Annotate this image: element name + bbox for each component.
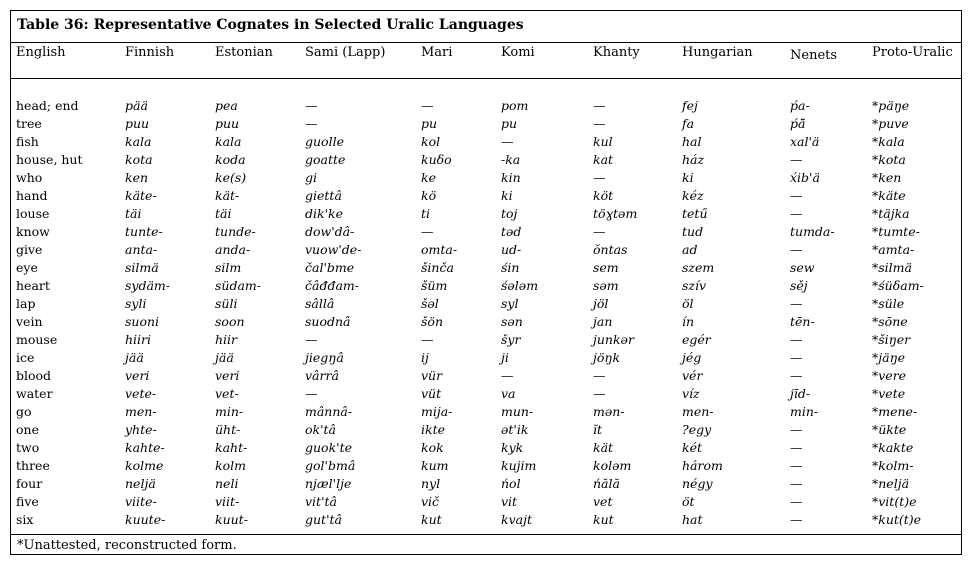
- cognate-cell: pu: [421, 116, 438, 131]
- cognate-cell: men-: [682, 404, 714, 419]
- cognate-cell: köt: [593, 188, 614, 203]
- cognate-cell: —: [305, 116, 318, 131]
- header-row: [11, 45, 961, 65]
- cognate-cell: szem: [682, 260, 715, 275]
- table-row: [11, 277, 961, 295]
- cognate-cell: *kolm-: [872, 458, 914, 473]
- cognate-cell: három: [682, 458, 723, 473]
- cognate-cell: ikte: [421, 422, 445, 437]
- english-gloss: who: [16, 170, 43, 185]
- cognate-cell: kät-: [215, 188, 240, 203]
- cognate-cell: kala: [215, 134, 242, 149]
- cognate-cell: *täjka: [872, 206, 910, 221]
- cognate-cell: —: [790, 206, 803, 221]
- english-gloss: four: [16, 476, 43, 491]
- cognate-cell: négy: [682, 476, 713, 491]
- cognate-cell: gut'tâ: [305, 512, 342, 527]
- cognate-cell: kut: [593, 512, 614, 527]
- cognate-cell: ĭt: [593, 422, 603, 437]
- english-gloss: hand: [16, 188, 48, 203]
- cognate-cell: vit: [501, 494, 518, 509]
- cognate-cell: kuδo: [421, 152, 452, 167]
- cognate-cell: vür: [421, 368, 443, 383]
- table-row: [11, 187, 961, 205]
- cognate-cell: *kut(t)e: [872, 512, 922, 527]
- english-gloss: ice: [16, 350, 35, 365]
- cognate-cell: sew: [790, 260, 815, 275]
- cognate-cell: két: [682, 440, 702, 455]
- cognate-cell: tunte-: [125, 224, 163, 239]
- english-gloss: go: [16, 404, 32, 419]
- cognate-cell: —: [593, 170, 606, 185]
- cognate-cell: —: [790, 494, 803, 509]
- cognate-cell: üht-: [215, 422, 241, 437]
- cognate-cell: ŏntas: [593, 242, 628, 257]
- cognate-cell: ńol: [501, 476, 521, 491]
- cognate-cell: koləm: [593, 458, 632, 473]
- cognate-cell: kaht-: [215, 440, 248, 455]
- header-hungarian: Hungarian: [682, 45, 753, 60]
- header-komi: Komi: [501, 45, 535, 60]
- cognate-cell: fa: [682, 116, 695, 131]
- table-row: [11, 385, 961, 403]
- table-row: [11, 439, 961, 457]
- cognate-cell: kujim: [501, 458, 537, 473]
- cognate-cell: ki: [501, 188, 513, 203]
- cognate-cell: kuut-: [215, 512, 248, 527]
- cognate-cell: koda: [215, 152, 246, 167]
- header-khanty: Khanty: [593, 45, 640, 60]
- english-gloss: head; end: [16, 98, 79, 113]
- cognate-cell: ad: [682, 242, 698, 257]
- cognate-cell: —: [593, 116, 606, 131]
- cognate-cell: *vere: [872, 368, 907, 383]
- cognate-cell: pea: [215, 98, 238, 113]
- cognate-cell: šəl: [421, 296, 439, 311]
- cognate-cell: *ken: [872, 170, 902, 185]
- header-english: English: [16, 45, 66, 60]
- divider: [11, 534, 961, 535]
- cognate-cell: vér: [682, 368, 703, 383]
- cognate-cell: kuute-: [125, 512, 166, 527]
- cognate-cell: gi: [305, 170, 317, 185]
- cognate-cell: öt: [682, 494, 695, 509]
- cognate-cell: —: [305, 386, 318, 401]
- cognate-cell: min-: [215, 404, 244, 419]
- cognate-cell: kul: [593, 134, 613, 149]
- cognate-cell: kok: [421, 440, 444, 455]
- table-row: [11, 475, 961, 493]
- cognate-cell: mânnâ-: [305, 404, 353, 419]
- cognate-cell: omta-: [421, 242, 458, 257]
- cognate-cell: kat: [593, 152, 614, 167]
- cognate-cell: ṕä̆: [790, 116, 806, 131]
- cognate-cell: —: [790, 152, 803, 167]
- table-row: [11, 367, 961, 385]
- cognate-cell: veri: [125, 368, 150, 383]
- table-title: Table 36: Representative Cognates in Selected Uralic Languages: [17, 17, 524, 33]
- cognate-cell: —: [593, 98, 606, 113]
- cognate-cell: sən: [501, 314, 523, 329]
- header-estonian: Estonian: [215, 45, 273, 60]
- cognate-cell: —: [790, 350, 803, 365]
- cognate-cell: ət'ik: [501, 422, 529, 437]
- cognate-cell: —: [305, 98, 318, 113]
- cognate-cell: śin: [501, 260, 520, 275]
- english-gloss: lap: [16, 296, 36, 311]
- cognate-cell: jég: [682, 350, 702, 365]
- cognate-cell: —: [790, 332, 803, 347]
- cognate-cell: *śüδam-: [872, 278, 924, 293]
- cognate-cell: ke(s): [215, 170, 247, 185]
- table-row: [11, 259, 961, 277]
- table-row: [11, 169, 961, 187]
- cognate-cell: kolme: [125, 458, 164, 473]
- cognate-cell: pom: [501, 98, 529, 113]
- table-row: [11, 151, 961, 169]
- table-row: [11, 421, 961, 439]
- cognate-cell: *vit(t)e: [872, 494, 917, 509]
- cognate-cell: kyk: [501, 440, 524, 455]
- cognate-cell: *kota: [872, 152, 906, 167]
- table-row: [11, 313, 961, 331]
- cognate-cell: jää: [125, 350, 144, 365]
- cognate-cell: ńălă: [593, 476, 620, 491]
- cognate-cell: *amta-: [872, 242, 915, 257]
- cognate-cell: —: [593, 386, 606, 401]
- cognate-cell: min-: [790, 404, 819, 419]
- english-gloss: blood: [16, 368, 52, 383]
- table-row: [11, 133, 961, 151]
- cognate-cell: čâđđam-: [305, 278, 359, 293]
- cognate-cell: pää: [125, 98, 148, 113]
- cognate-cell: täi: [215, 206, 232, 221]
- cognate-cell: kala: [125, 134, 152, 149]
- cognate-cell: anda-: [215, 242, 251, 257]
- english-gloss: give: [16, 242, 43, 257]
- english-gloss: louse: [16, 206, 50, 221]
- cognate-cell: *ükte: [872, 422, 907, 437]
- header-sami: Sami (Lapp): [305, 45, 386, 60]
- english-gloss: six: [16, 512, 34, 527]
- cognate-cell: kol: [421, 134, 441, 149]
- cognate-cell: jää: [215, 350, 234, 365]
- cognate-cell: vet: [593, 494, 613, 509]
- cognate-cell: səm: [593, 278, 619, 293]
- cognate-cell: —: [593, 224, 606, 239]
- cognate-cell: tetű: [682, 206, 708, 221]
- cognate-cell: südam-: [215, 278, 261, 293]
- table-row: [11, 115, 961, 133]
- cognate-cell: hiir: [215, 332, 238, 347]
- cognate-cell: *süle: [872, 296, 905, 311]
- cognate-cell: soon: [215, 314, 245, 329]
- cognate-cell: hiiri: [125, 332, 152, 347]
- table-row: [11, 223, 961, 241]
- english-gloss: two: [16, 440, 40, 455]
- cognate-cell: šön: [421, 314, 443, 329]
- english-gloss: fish: [16, 134, 39, 149]
- cognate-cell: —: [790, 512, 803, 527]
- cognate-cell: —: [790, 368, 803, 383]
- cognate-cell: dik'ke: [305, 206, 343, 221]
- cognate-cell: —: [501, 134, 514, 149]
- cognate-cell: —: [790, 440, 803, 455]
- cognate-cell: tumda-: [790, 224, 835, 239]
- table-row: [11, 97, 961, 115]
- cognate-cell: —: [305, 332, 318, 347]
- english-gloss: know: [16, 224, 50, 239]
- cognate-cell: vete-: [125, 386, 157, 401]
- english-gloss: house, hut: [16, 152, 83, 167]
- cognate-cell: śələm: [501, 278, 539, 293]
- cognate-cell: szív: [682, 278, 707, 293]
- cognate-cell: hat: [682, 512, 703, 527]
- cognate-cell: kota: [125, 152, 153, 167]
- cognate-cell: sydäm-: [125, 278, 171, 293]
- cognate-cell: vuow'de-: [305, 242, 362, 257]
- cognate-cell: —: [790, 296, 803, 311]
- cognate-cell: täi: [125, 206, 142, 221]
- cognate-cell: jīd-: [790, 386, 811, 401]
- cognate-cell: jan: [593, 314, 613, 329]
- cognate-cell: yhte-: [125, 422, 157, 437]
- table-row: [11, 511, 961, 529]
- cognate-cell: suodnâ: [305, 314, 351, 329]
- cognate-cell: egér: [682, 332, 711, 347]
- cognate-cell: sâllâ: [305, 296, 335, 311]
- table-row: [11, 205, 961, 223]
- cognate-cell: *käte: [872, 188, 906, 203]
- cognate-cell: *kakte: [872, 440, 914, 455]
- english-gloss: vein: [16, 314, 43, 329]
- cognate-cell: ín: [682, 314, 695, 329]
- cognate-cell: —: [790, 422, 803, 437]
- cognate-cell: tunde-: [215, 224, 256, 239]
- cognate-cell: kö: [421, 188, 437, 203]
- cognate-cell: gol'bmâ: [305, 458, 356, 473]
- table-row: [11, 331, 961, 349]
- cognate-cell: kéz: [682, 188, 704, 203]
- cognate-cell: *puve: [872, 116, 909, 131]
- header-mari: Mari: [421, 45, 453, 60]
- cognate-cell: —: [790, 242, 803, 257]
- table-row: [11, 241, 961, 259]
- cognate-cell: vit'tâ: [305, 494, 337, 509]
- cognate-cell: —: [790, 476, 803, 491]
- cognate-cell: —: [421, 98, 434, 113]
- cognate-cell: giettâ: [305, 188, 342, 203]
- cognate-cell: guok'te: [305, 440, 353, 455]
- cognate-cell: ke: [421, 170, 436, 185]
- cognate-cell: käte-: [125, 188, 157, 203]
- cognate-cell: neljä: [125, 476, 156, 491]
- cognate-cell: ti: [421, 206, 431, 221]
- cognate-cell: kät: [593, 440, 614, 455]
- cognate-cell: kahte-: [125, 440, 165, 455]
- cognate-cell: süli: [215, 296, 238, 311]
- cognate-cell: víz: [682, 386, 700, 401]
- cognate-cell: *neljä: [872, 476, 910, 491]
- cognate-cell: viit-: [215, 494, 240, 509]
- english-gloss: tree: [16, 116, 42, 131]
- cognate-cell: -ka: [501, 152, 521, 167]
- english-gloss: three: [16, 458, 50, 473]
- cognate-cell: neli: [215, 476, 239, 491]
- cognate-cell: suoni: [125, 314, 160, 329]
- cognate-cell: anta-: [125, 242, 158, 257]
- cognate-cell: goatte: [305, 152, 346, 167]
- cognate-cell: *silmä: [872, 260, 912, 275]
- header-proto-uralic: Proto-Uralic: [872, 45, 953, 60]
- cognate-cell: mən-: [593, 404, 625, 419]
- cognate-cell: ud-: [501, 242, 522, 257]
- divider: [11, 42, 961, 43]
- cognate-cell: silm: [215, 260, 242, 275]
- english-gloss: five: [16, 494, 39, 509]
- cognate-cell: čal'bme: [305, 260, 355, 275]
- english-gloss: one: [16, 422, 39, 437]
- cognate-cell: va: [501, 386, 516, 401]
- cognate-cell: ken: [125, 170, 149, 185]
- table-row: [11, 403, 961, 421]
- cognate-cell: jiegŋâ: [305, 350, 344, 365]
- cognate-cell: *päŋe: [872, 98, 910, 113]
- cognate-cell: ház: [682, 152, 705, 167]
- cognate-cell: töɣtəm: [593, 206, 638, 221]
- cognate-cell: puu: [125, 116, 150, 131]
- cognate-cell: kut: [421, 512, 442, 527]
- cognate-cell: —: [421, 332, 434, 347]
- cognate-cell: xal'ä: [790, 134, 820, 149]
- cognate-cell: ki: [682, 170, 694, 185]
- cognate-cell: pu: [501, 116, 518, 131]
- cognate-cell: syl: [501, 296, 519, 311]
- cognate-cell: —: [790, 458, 803, 473]
- cognate-cell: sěj: [790, 278, 808, 293]
- cognate-cell: təd: [501, 224, 522, 239]
- cognate-cell: *mene-: [872, 404, 918, 419]
- cognate-cell: *kala: [872, 134, 905, 149]
- table-row: [11, 295, 961, 313]
- cognate-cell: silmä: [125, 260, 159, 275]
- cognate-cell: öl: [682, 296, 694, 311]
- cognate-cell: ?egy: [682, 422, 712, 437]
- table-row: [11, 349, 961, 367]
- cognate-cell: syli: [125, 296, 147, 311]
- cognate-cell: kin: [501, 170, 521, 185]
- cognate-cell: ṕa-: [790, 98, 810, 113]
- cognate-cell: hal: [682, 134, 702, 149]
- header-finnish: Finnish: [125, 45, 175, 60]
- cognate-cell: toj: [501, 206, 518, 221]
- cognate-cell: *šiŋer: [872, 332, 911, 347]
- table-body: [11, 97, 961, 529]
- cognate-cell: šyr: [501, 332, 521, 347]
- cognate-cell: vet-: [215, 386, 239, 401]
- cognate-cell: —: [421, 224, 434, 239]
- cognate-cell: tud: [682, 224, 704, 239]
- cognate-cell: vič: [421, 494, 440, 509]
- cognate-cell: *tumte-: [872, 224, 920, 239]
- english-gloss: mouse: [16, 332, 58, 347]
- cognate-cell: *jäŋe: [872, 350, 906, 365]
- divider: [11, 78, 961, 79]
- cognate-cell: kolm: [215, 458, 246, 473]
- cognate-cell: puu: [215, 116, 240, 131]
- cognate-cell: junkər: [593, 332, 634, 347]
- cognate-cell: sem: [593, 260, 619, 275]
- cognate-cell: viite-: [125, 494, 157, 509]
- table-row: [11, 493, 961, 511]
- english-gloss: heart: [16, 278, 50, 293]
- english-gloss: eye: [16, 260, 38, 275]
- cognate-cell: ji: [501, 350, 509, 365]
- cognate-cell: njæl'lje: [305, 476, 352, 491]
- cognate-cell: fej: [682, 98, 698, 113]
- cognate-cell: —: [593, 368, 606, 383]
- cognate-cell: šüm: [421, 278, 448, 293]
- cognate-cell: —: [501, 368, 514, 383]
- cognate-cell: vârrâ: [305, 368, 339, 383]
- cognate-cell: jöl: [593, 296, 609, 311]
- cognate-cell: men-: [125, 404, 157, 419]
- cognate-cell: *sōne: [872, 314, 908, 329]
- cognate-cell: tēn-: [790, 314, 815, 329]
- cognate-cell: vüt: [421, 386, 442, 401]
- cognate-cell: mun-: [501, 404, 534, 419]
- table-row: [11, 457, 961, 475]
- cognate-cell: veri: [215, 368, 240, 383]
- cognate-cell: *vete: [872, 386, 906, 401]
- english-gloss: water: [16, 386, 53, 401]
- cognate-cell: kum: [421, 458, 449, 473]
- cognate-cell: nyl: [421, 476, 441, 491]
- table-frame: [10, 10, 962, 555]
- cognate-cell: guolle: [305, 134, 344, 149]
- cognate-cell: x́ib'ä: [790, 170, 820, 185]
- cognate-cell: kvajt: [501, 512, 532, 527]
- footnote: *Unattested, reconstructed form.: [17, 538, 237, 553]
- cognate-cell: dow'dâ-: [305, 224, 355, 239]
- cognate-cell: šinča: [421, 260, 454, 275]
- cognate-cell: ij: [421, 350, 429, 365]
- header-nenets: Nenets: [790, 48, 838, 63]
- cognate-cell: —: [790, 188, 803, 203]
- cognate-cell: jöŋk: [593, 350, 621, 365]
- cognate-cell: mija-: [421, 404, 453, 419]
- cognate-cell: ok'tâ: [305, 422, 337, 437]
